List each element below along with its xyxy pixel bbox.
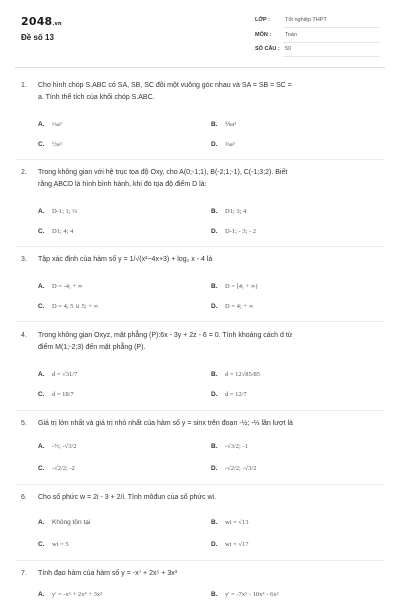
header-divider [15, 67, 385, 68]
option-letter: B. [211, 371, 218, 378]
option-b[interactable] [211, 120, 236, 130]
option-value: y' = -x⁶ + 2x⁴ + 3x² [52, 591, 103, 598]
option-letter: D. [211, 303, 218, 310]
question-line-2: a. Tính thể tích của khối chóp S.ABC. [38, 94, 155, 101]
option-value: -√2/2; -√3/2 [225, 465, 257, 472]
option-letter: A. [38, 121, 45, 128]
option-c[interactable] [38, 390, 74, 400]
option-letter: A. [38, 591, 45, 598]
option-letter: B. [211, 519, 218, 526]
option-a[interactable] [38, 518, 90, 528]
option-letter: A. [38, 443, 45, 450]
count-underline [283, 56, 380, 57]
option-value: Không tồn tại [52, 519, 91, 526]
option-d[interactable] [211, 464, 257, 474]
option-letter: C. [38, 228, 45, 235]
logo-suffix: .vn [52, 21, 62, 27]
option-a[interactable] [38, 207, 77, 217]
count-field [255, 43, 380, 58]
option-b[interactable] [211, 518, 248, 528]
subject-value: Toán [285, 32, 297, 38]
option-letter: A. [38, 208, 45, 215]
question-divider [15, 321, 385, 322]
option-b[interactable] [211, 282, 258, 292]
question-divider [15, 560, 385, 561]
option-c[interactable] [38, 227, 73, 237]
question-line-1: Trong không gian với hệ trục tọa độ Oxy, cho A(0;-1;1), B(-2;1;-1), C(-1;3;2). Biết [38, 169, 288, 176]
option-value: D = [4; + ∞) [225, 283, 258, 290]
option-letter: A. [38, 283, 45, 290]
option-value: wi = √17 [225, 541, 249, 548]
question-number: 3. [21, 256, 27, 263]
option-value: ⅔a³ [225, 141, 235, 148]
count-value: 50 [285, 46, 292, 52]
option-letter: B. [211, 121, 218, 128]
option-d[interactable] [211, 227, 256, 237]
option-value: ⅙a³ [225, 121, 237, 128]
option-value: -√2/2; -2 [52, 465, 75, 472]
question-text [21, 492, 381, 504]
subject-field [255, 29, 380, 44]
option-value: d = 12√85/85 [225, 371, 261, 378]
option-value: D-1; 1; ⅔ [52, 208, 78, 215]
option-c[interactable] [38, 540, 69, 550]
question-number: 2. [21, 169, 27, 176]
question-text [21, 167, 381, 191]
option-a[interactable] [38, 442, 77, 452]
question-number: 1. [21, 82, 27, 89]
question-number: 5. [21, 420, 27, 427]
question-line-1: Cho hình chóp S.ABC có SA, SB, SC đôi một vuông góc nhau và SA = SB = SC = [38, 82, 292, 89]
option-value: ½a³ [52, 141, 62, 148]
option-d[interactable] [211, 302, 253, 312]
option-letter: C. [38, 391, 45, 398]
question-line-1: Tập xác định của hàm số y = 1/√(x²−4x+3) + log₂ x - 4 là [38, 256, 213, 263]
option-b[interactable] [211, 370, 260, 380]
option-letter: B. [211, 208, 218, 215]
class-label: LỚP : [255, 17, 270, 23]
option-value: D = -4; + ∞ [52, 283, 83, 290]
option-value: -½; -√3/2 [52, 443, 77, 450]
option-b[interactable] [211, 590, 279, 600]
option-value: -√3/2; -1 [225, 443, 248, 450]
subject-label: MÔN : [255, 32, 272, 38]
question-number: 7. [21, 570, 27, 577]
option-d[interactable] [211, 390, 247, 400]
option-letter: C. [38, 303, 45, 310]
class-underline [283, 27, 380, 28]
question-text [21, 568, 381, 580]
question-line-1: Tính đạo hàm của hàm số y = -x⁷ + 2x⁵ + 3x³ [38, 570, 178, 577]
question-divider [15, 410, 385, 411]
option-d[interactable] [211, 140, 235, 150]
option-d[interactable] [211, 540, 248, 550]
question-number: 4. [21, 332, 27, 339]
option-value: d = √31/7 [52, 371, 78, 378]
question-line-1: Giá trị lớn nhất và giá trị nhỏ nhất của hàm số y = sinx trên đoạn -½; -⅓ lần lượt là [38, 420, 293, 427]
option-value: D = 4; 5 ∪ 5; + ∞ [52, 303, 99, 310]
logo-text: 2048 [21, 15, 53, 28]
option-letter: B. [211, 283, 218, 290]
option-letter: C. [38, 541, 45, 548]
option-value: wi = √13 [225, 519, 249, 526]
option-letter: A. [38, 371, 45, 378]
question-line-1: Cho số phức w = 2i - 3 + 2/i. Tính môđun của số phức wi. [38, 494, 217, 501]
option-a[interactable] [38, 282, 82, 292]
count-label: SỐ CÂU : [255, 46, 280, 52]
option-letter: D. [211, 141, 218, 148]
option-value: y' = -7x⁶ - 10x⁴ - 6x² [225, 591, 279, 598]
option-value: D1; 3; 4 [225, 208, 247, 215]
option-value: D = 4; + ∞ [225, 303, 254, 310]
question-text [21, 418, 381, 430]
option-value: D1; 4; 4 [52, 228, 74, 235]
question-line-2: điểm M(1;-2;3) đến mặt phẳng (P). [38, 344, 146, 351]
question-divider [15, 484, 385, 485]
option-letter: D. [211, 391, 218, 398]
question-text [21, 80, 381, 104]
class-field [255, 14, 380, 29]
option-value: wi = 5 [52, 541, 69, 548]
option-b[interactable] [211, 207, 246, 217]
option-b[interactable] [211, 442, 248, 452]
class-value: Tốt nghiệp THPT [285, 17, 327, 23]
option-a[interactable] [38, 590, 102, 600]
option-a[interactable] [38, 120, 62, 130]
option-letter: B. [211, 591, 218, 598]
option-letter: A. [38, 519, 45, 526]
option-letter: C. [38, 465, 45, 472]
option-c[interactable] [38, 464, 75, 474]
option-value: d = 18/7 [52, 391, 74, 398]
option-letter: B. [211, 443, 218, 450]
option-letter: C. [38, 141, 45, 148]
question-line-2: rằng ABCD là hình bình hành, khi đó tọa độ điểm D là: [38, 181, 207, 188]
question-text [21, 330, 381, 354]
option-value: ⅓a³ [52, 121, 62, 128]
option-a[interactable] [38, 370, 77, 380]
question-divider [15, 159, 385, 160]
question-number: 6. [21, 494, 27, 501]
option-value: d = 12/7 [225, 391, 247, 398]
option-letter: D. [211, 541, 218, 548]
exam-code: Đề số 13 [21, 33, 54, 42]
question-line-1: Trong không gian Oxyz, mặt phẳng (P):6x - 3y + 2z - 6 = 0. Tính khoảng cách d từ [38, 332, 293, 339]
question-divider [15, 246, 385, 247]
logo[interactable] [21, 15, 62, 28]
option-letter: D. [211, 228, 218, 235]
question-text [21, 254, 381, 266]
option-letter: D. [211, 465, 218, 472]
option-c[interactable] [38, 302, 98, 312]
header [0, 0, 400, 64]
option-value: D-1; - 3; - 2 [225, 228, 257, 235]
option-c[interactable] [38, 140, 62, 150]
